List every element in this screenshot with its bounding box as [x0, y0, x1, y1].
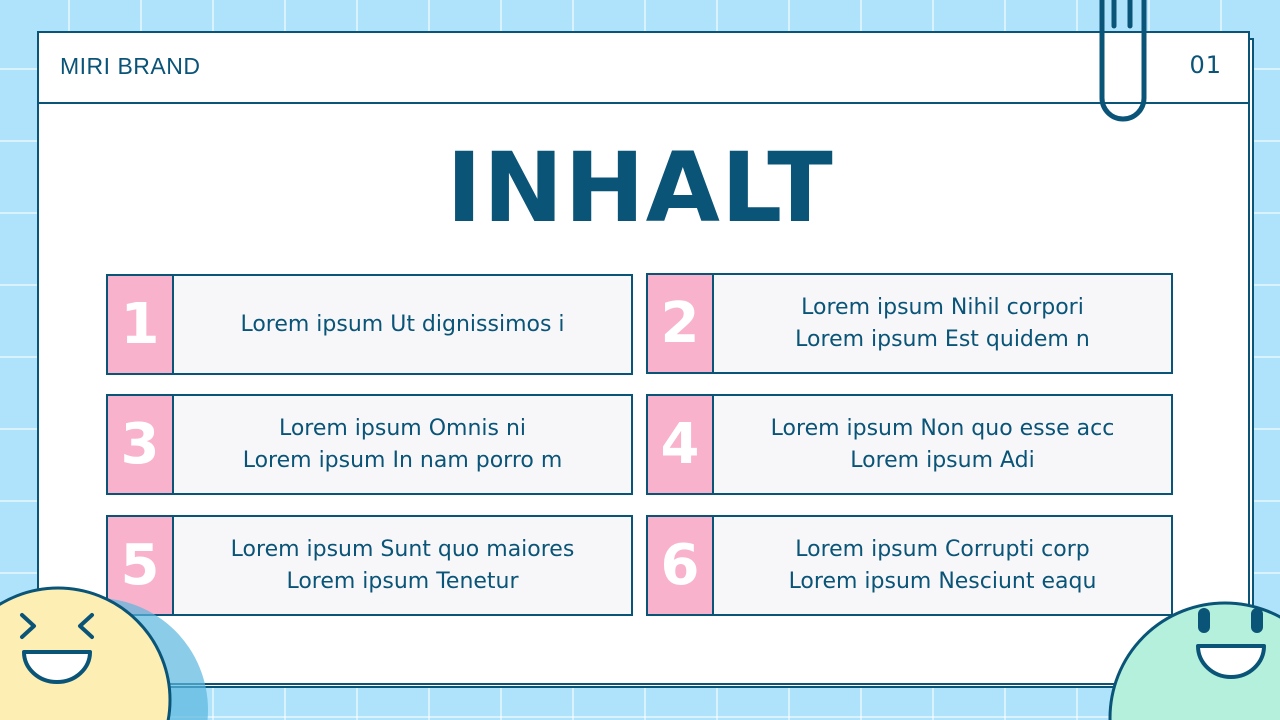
item-text — [174, 396, 631, 493]
item-text — [714, 275, 1171, 372]
card-header — [39, 33, 1248, 104]
page-title: INHALT — [446, 132, 834, 244]
item-text — [714, 396, 1171, 493]
item-line: Lorem ipsum Ut dignissimos i — [240, 311, 565, 337]
item-number: 6 — [648, 517, 714, 614]
item-line: Lorem ipsum Est quidem n — [795, 326, 1090, 352]
item-number: 5 — [108, 517, 174, 614]
item-line: Lorem ipsum Nesciunt eaqu — [788, 568, 1097, 594]
item-line: Lorem ipsum Tenetur — [286, 568, 519, 594]
item-number: 4 — [648, 396, 714, 493]
brand-name: MIRI BRAND — [60, 53, 201, 79]
item-number: 2 — [648, 275, 714, 372]
item-line: Lorem ipsum Corrupti corp — [795, 536, 1090, 562]
item-line: Lorem ipsum Adi — [850, 447, 1035, 473]
laughing-face-icon — [0, 560, 260, 720]
agenda-item — [106, 274, 633, 375]
item-line: Lorem ipsum Non quo esse acc — [770, 415, 1115, 441]
item-line: Lorem ipsum Omnis ni — [278, 415, 527, 441]
page-number: 01 — [1189, 51, 1222, 79]
item-line: Lorem ipsum Sunt quo maiores — [230, 536, 575, 562]
item-number: 3 — [108, 396, 174, 493]
agenda-item — [646, 273, 1173, 374]
item-text — [174, 276, 631, 373]
item-number: 1 — [108, 276, 174, 373]
agenda-item — [106, 394, 633, 495]
agenda-item — [646, 394, 1173, 495]
item-line: Lorem ipsum In nam porro m — [242, 447, 563, 473]
smiling-face-icon — [1055, 578, 1280, 720]
paperclip-icon — [1094, 0, 1154, 128]
item-line: Lorem ipsum Nihil corpori — [801, 294, 1084, 320]
